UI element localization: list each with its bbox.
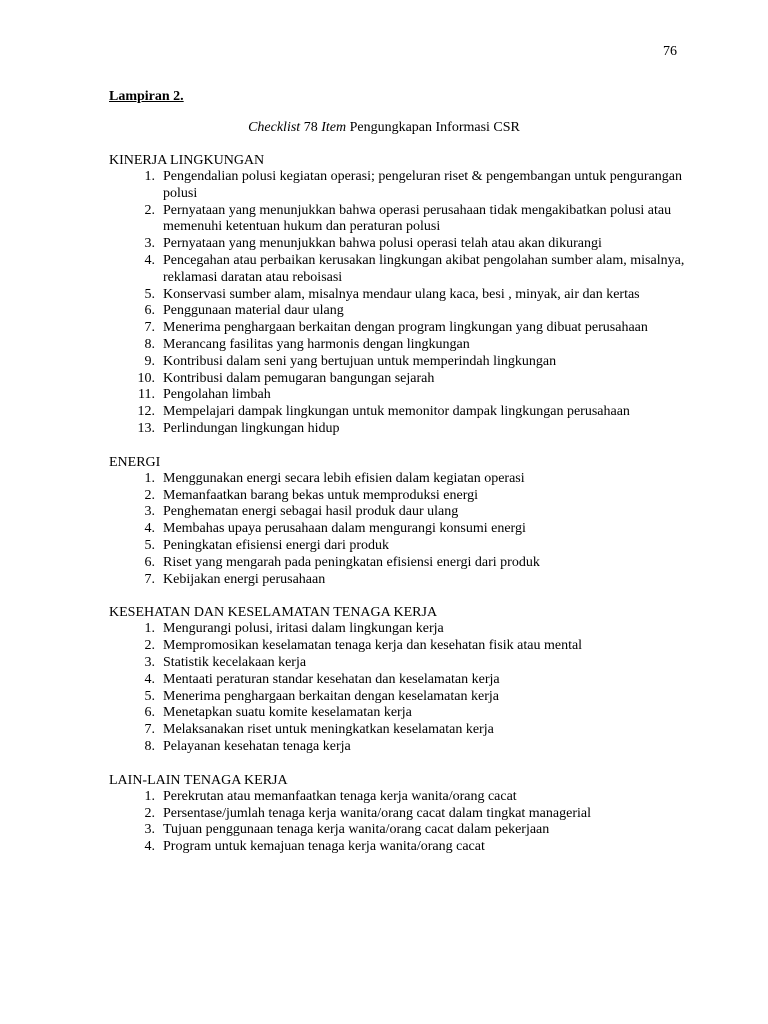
item-number: 5. <box>144 286 155 302</box>
item-number: 3. <box>144 236 155 252</box>
checklist-items <box>109 471 689 589</box>
item-text: Menerima penghargaan berkaitan dengan keselamatan kerja <box>163 688 499 704</box>
item-number: 2. <box>144 487 155 503</box>
item-text: Pernyataan yang menunjukkan bahwa polusi operasi telah atau akan dikurangi <box>163 236 602 252</box>
item-text: Pengendalian polusi kegiatan operasi; pengeluran riset & pengembangan untuk pengurangan polusi <box>163 169 683 201</box>
item-text: Memanfaatkan barang bekas untuk memproduksi energi <box>163 487 479 503</box>
checklist-item <box>109 421 689 438</box>
checklist-item <box>109 638 689 655</box>
item-text: Membahas upaya perusahaan dalam mengurangi konsumi energi <box>163 521 526 537</box>
item-number: 7. <box>144 722 155 738</box>
item-text: Mengurangi polusi, iritasi dalam lingkungan kerja <box>163 621 444 637</box>
checklist-item <box>109 404 689 421</box>
checklist-item <box>109 320 689 337</box>
section-title: ENERGI <box>109 454 161 470</box>
page-number: 76 <box>663 44 677 59</box>
checklist-item <box>109 555 689 572</box>
section-title: KESEHATAN DAN KESELAMATAN TENAGA KERJA <box>109 605 438 621</box>
item-number: 7. <box>144 571 155 587</box>
checklist-item <box>109 371 689 388</box>
item-number: 5. <box>144 537 155 553</box>
item-text: Statistik kecelakaan kerja <box>163 654 307 670</box>
checklist-item <box>109 287 689 304</box>
checklist-item <box>109 488 689 505</box>
item-number: 7. <box>144 320 155 336</box>
checklist-content <box>109 152 689 872</box>
checklist-item <box>109 655 689 672</box>
checklist-item <box>109 705 689 722</box>
item-text: Pernyataan yang menunjukkan bahwa operasi perusahaan tidak mengakibatkan polusi atau memenuhi ketentuan hukum dan peraturan polusi <box>163 202 672 235</box>
item-number: 1. <box>144 788 155 804</box>
item-text: Mentaati peraturan standar kesehatan dan keselamatan kerja <box>163 671 500 687</box>
item-text: Program untuk kemajuan tenaga kerja wanita/orang cacat <box>163 839 485 855</box>
item-number: 9. <box>144 353 155 369</box>
item-number: 1. <box>144 470 155 486</box>
item-number: 8. <box>144 738 155 754</box>
item-text: Mempromosikan keselamatan tenaga kerja dan kesehatan fisik atau mental <box>163 638 583 654</box>
item-text: Merancang fasilitas yang harmonis dengan lingkungan <box>163 336 470 352</box>
checklist-item <box>109 621 689 638</box>
item-number: 4. <box>144 252 155 268</box>
checklist-item <box>109 387 689 404</box>
section-title: KINERJA LINGKUNGAN <box>109 153 265 168</box>
item-text: Melaksanakan riset untuk meningkatkan keselamatan kerja <box>163 722 494 738</box>
checklist-item <box>109 253 689 287</box>
checklist-items <box>109 169 689 438</box>
item-number: 3. <box>144 504 155 520</box>
title-part-item: Item <box>321 120 347 135</box>
item-text: Pelayanan kesehatan tenaga kerja <box>163 738 351 754</box>
item-text: Penggunaan material daur ulang <box>163 303 344 319</box>
item-number: 6. <box>144 303 155 319</box>
item-text: Pengolahan limbah <box>163 387 271 403</box>
section-title: LAIN-LAIN TENAGA KERJA <box>109 772 288 788</box>
checklist-item <box>109 822 689 839</box>
item-text: Persentase/jumlah tenaga kerja wanita/orang cacat dalam tingkat managerial <box>163 805 591 821</box>
item-number: 5. <box>144 688 155 704</box>
item-number: 6. <box>144 554 155 570</box>
section-energi <box>109 454 689 589</box>
checklist-item <box>109 722 689 739</box>
title-part-count: 78 <box>300 120 322 135</box>
item-text: Menetapkan suatu komite keselamatan kerja <box>163 705 412 721</box>
item-number: 3. <box>144 822 155 838</box>
item-text: Perlindungan lingkungan hidup <box>163 420 340 436</box>
item-text: Perekrutan atau memanfaatkan tenaga kerja wanita/orang cacat <box>163 788 517 804</box>
item-number: 2. <box>144 638 155 654</box>
section-kinerja-lingkungan <box>109 152 689 438</box>
item-number: 13. <box>137 420 155 436</box>
item-text: Penghematan energi sebagai hasil produk daur ulang <box>163 504 459 520</box>
item-text: Kebijakan energi perusahaan <box>163 571 326 587</box>
checklist-item <box>109 806 689 823</box>
item-text: Mempelajari dampak lingkungan untuk memonitor dampak lingkungan perusahaan <box>163 404 630 420</box>
item-text: Tujuan penggunaan tenaga kerja wanita/orang cacat dalam pekerjaan <box>163 822 550 838</box>
checklist-item <box>109 504 689 521</box>
item-text: Menerima penghargaan berkaitan dengan program lingkungan yang dibuat perusahaan <box>163 320 648 336</box>
checklist-item <box>109 689 689 706</box>
checklist-item <box>109 672 689 689</box>
item-number: 10. <box>137 370 155 386</box>
checklist-item <box>109 203 689 237</box>
item-number: 4. <box>144 671 155 687</box>
title-part-rest: Pengungkapan Informasi CSR <box>346 120 520 135</box>
item-text: Konservasi sumber alam, misalnya mendaur ulang kaca, besi , minyak, air dan kertas <box>163 286 640 302</box>
item-number: 1. <box>144 169 155 184</box>
item-number: 4. <box>144 839 155 855</box>
item-text: Peningkatan efisiensi energi dari produk <box>163 537 390 553</box>
item-number: 6. <box>144 705 155 721</box>
appendix-heading: Lampiran 2. <box>109 89 184 104</box>
item-text: Kontribusi dalam pemugaran bangungan sejarah <box>163 370 435 386</box>
checklist-item <box>109 236 689 253</box>
section-kesehatan-keselamatan <box>109 604 689 755</box>
checklist-item <box>109 521 689 538</box>
item-number: 1. <box>144 621 155 637</box>
checklist-item <box>109 789 689 806</box>
checklist-item <box>109 471 689 488</box>
checklist-item <box>109 169 689 203</box>
item-number: 11. <box>138 387 155 403</box>
item-number: 4. <box>144 521 155 537</box>
item-number: 2. <box>144 805 155 821</box>
item-number: 12. <box>137 404 155 420</box>
item-number: 2. <box>144 202 155 218</box>
checklist-item <box>109 839 689 856</box>
item-number: 3. <box>144 654 155 670</box>
checklist-item <box>109 538 689 555</box>
checklist-item <box>109 303 689 320</box>
section-lain-lain-tenaga-kerja <box>109 772 689 856</box>
checklist-item <box>109 337 689 354</box>
item-text: Riset yang mengarah pada peningkatan efisiensi energi dari produk <box>163 554 540 570</box>
checklist-items <box>109 621 689 755</box>
checklist-item <box>109 572 689 589</box>
item-text: Menggunakan energi secara lebih efisien dalam kegiatan operasi <box>163 470 525 486</box>
checklist-item <box>109 354 689 371</box>
document-title <box>0 119 768 137</box>
item-number: 8. <box>144 336 155 352</box>
checklist-items <box>109 789 689 856</box>
item-text: Pencegahan atau perbaikan kerusakan lingkungan akibat pengolahan sumber alam, misalnya, reklamasi daratan atau reboisasi <box>163 252 685 285</box>
item-text: Kontribusi dalam seni yang bertujuan untuk memperindah lingkungan <box>163 353 557 369</box>
checklist-item <box>109 739 689 756</box>
title-part-checklist: Checklist <box>248 120 301 135</box>
